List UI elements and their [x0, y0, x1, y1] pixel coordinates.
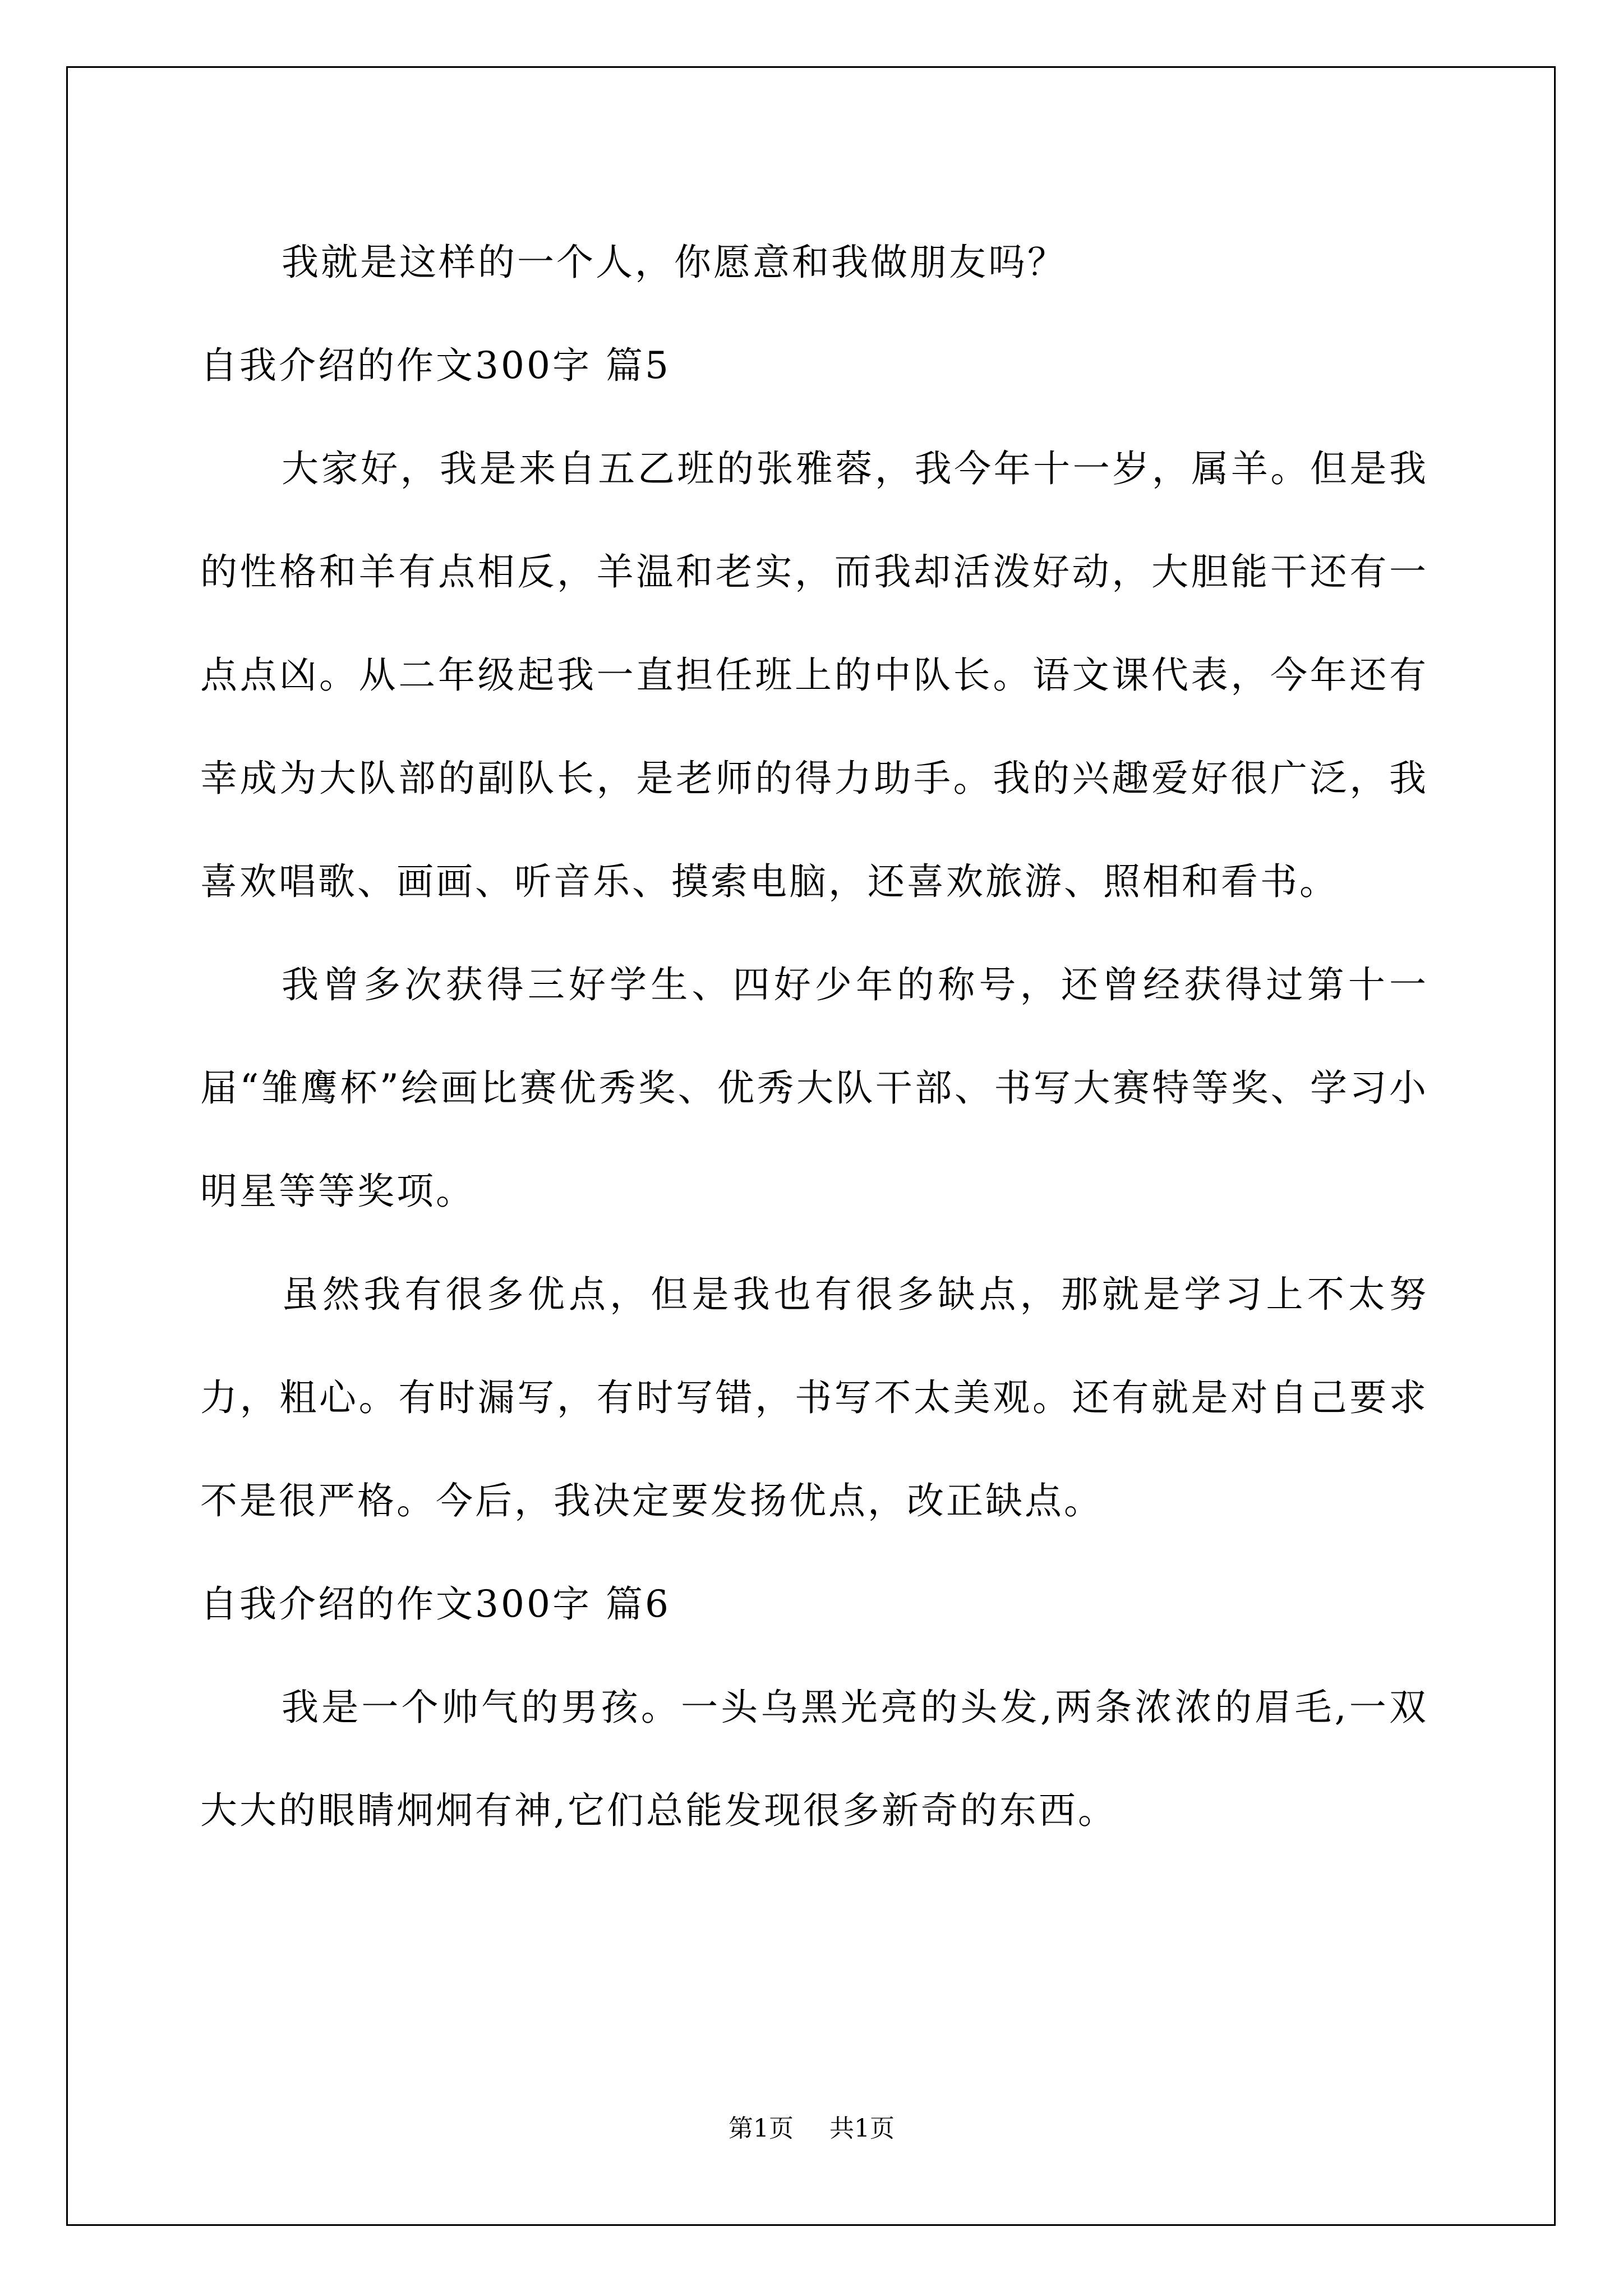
paragraph: 我是一个帅气的男孩。一头乌黑光亮的头发,两条浓浓的眉毛,一双大大的眼睛炯炯有神,它们总能发现很多新奇的东西。: [200, 1686, 1428, 1832]
paragraph: 虽然我有很多优点，但是我也有很多缺点，那就是学习上不太努力，粗心。有时漏写，有时写错，书写不太美观。还有就是对自己要求不是很严格。今后，我决定要发扬优点，改正缺点。: [200, 1273, 1428, 1522]
page-number: 第1页: [728, 2114, 794, 2143]
paragraph: 我就是这样的一个人，你愿意和我做朋友吗？: [282, 241, 1067, 284]
section-heading: 自我介绍的作文300字 篇5: [200, 344, 671, 387]
document-body: [200, 211, 1428, 1862]
paragraph: 大家好，我是来自五乙班的张雅蓉，我今年十一岁，属羊。但是我的性格和羊有点相反，羊温和老实，而我却活泼好动，大胆能干还有一点点凶。从二年级起我一直担任班上的中队长。语文课代表，今年还有幸成为大队部的副队长，是老师的得力助手。我的兴趣爱好很广泛，我喜欢唱歌、画画、听音乐、摸索电脑，还喜欢旅游、照相和看书。: [200, 447, 1428, 903]
page-total: 共1页: [829, 2114, 895, 2143]
page-footer: [0, 2112, 1623, 2146]
section-heading: 自我介绍的作文300字 篇6: [200, 1582, 671, 1626]
paragraph: 我曾多次获得三好学生、四好少年的称号，还曾经获得过第十一届“雏鹰杯”绘画比赛优秀奖、优秀大队干部、书写大赛特等奖、学习小明星等等奖项。: [200, 963, 1428, 1213]
